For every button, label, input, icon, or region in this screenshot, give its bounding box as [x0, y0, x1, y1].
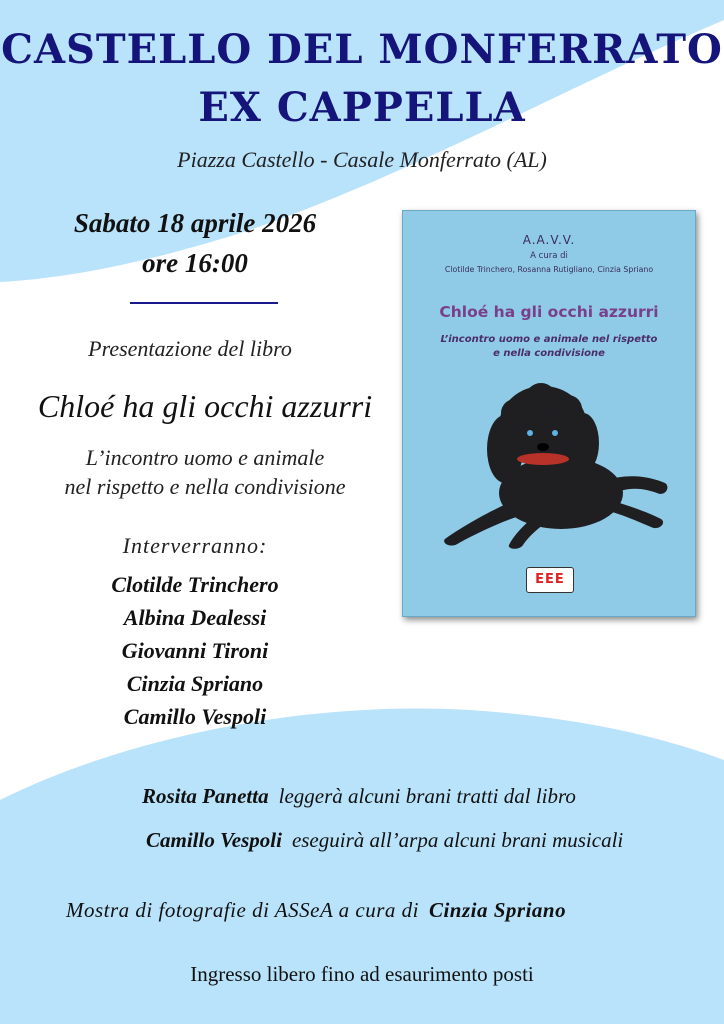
venue-subtitle: EX CAPPELLA: [198, 84, 526, 131]
venue-address: Piazza Castello - Casale Monferrato (AL): [177, 147, 547, 172]
musician-name: Camillo Vespoli: [146, 828, 282, 852]
event-datetime: [30, 203, 360, 283]
venue-title: CASTELLO DEL MONFERRATO: [1, 26, 723, 73]
music-line: [146, 828, 623, 853]
exhibition-curator: Cinzia Spriano: [428, 898, 567, 922]
book-subtitle-line2: nel rispetto e nella condivisione: [64, 474, 346, 499]
book-title: Chloé ha gli occhi azzurri: [37, 388, 373, 424]
speaker-name: Albina Dealessi: [123, 605, 267, 630]
exhibition-line: [66, 898, 566, 923]
presentation-label: Presentazione del libro: [88, 336, 292, 361]
divider: [130, 302, 278, 304]
book-subtitle-line1: L’incontro uomo e animale: [85, 445, 325, 470]
speakers-label: Interverranno:: [122, 533, 268, 558]
book-subtitle: [30, 443, 380, 501]
reader-name: Rosita Panetta: [142, 784, 269, 808]
reader-text: leggerà alcuni brani tratti dal libro: [278, 784, 576, 808]
cover-editors: Clotilde Trinchero, Rosanna Rutigliano, Cinzia Spriano: [444, 265, 654, 274]
cover-title: Chloé ha gli occhi azzurri: [439, 303, 659, 321]
dog-illustration: [433, 381, 673, 551]
book-cover: [402, 210, 696, 617]
event-date: Sabato 18 aprile 2026: [73, 208, 317, 238]
cover-edited-by: A cura di: [530, 251, 568, 261]
musician-text: eseguirà all’arpa alcuni brani musicali: [291, 828, 624, 852]
reading-line: [142, 784, 576, 809]
speaker-name: Cinzia Spriano: [126, 671, 264, 696]
cover-authors: A.A.V.V.: [522, 233, 576, 247]
speakers-list: [45, 568, 345, 733]
speaker-name: Clotilde Trinchero: [111, 572, 279, 597]
entry-note: Ingresso libero fino ad esaurimento posti: [190, 962, 534, 986]
cover-subtitle-line2: e nella condivisione: [493, 348, 605, 359]
speaker-name: Camillo Vespoli: [123, 704, 267, 729]
speaker-name: Giovanni Tironi: [121, 638, 269, 663]
exhibition-text: Mostra di fotografie di ASSeA a cura di: [66, 898, 419, 922]
event-time: ore 16:00: [142, 248, 248, 278]
publisher-logo: EEE: [526, 567, 574, 593]
cover-subtitle: [423, 333, 675, 361]
cover-subtitle-line1: L’incontro uomo e animale nel rispetto: [440, 334, 658, 345]
